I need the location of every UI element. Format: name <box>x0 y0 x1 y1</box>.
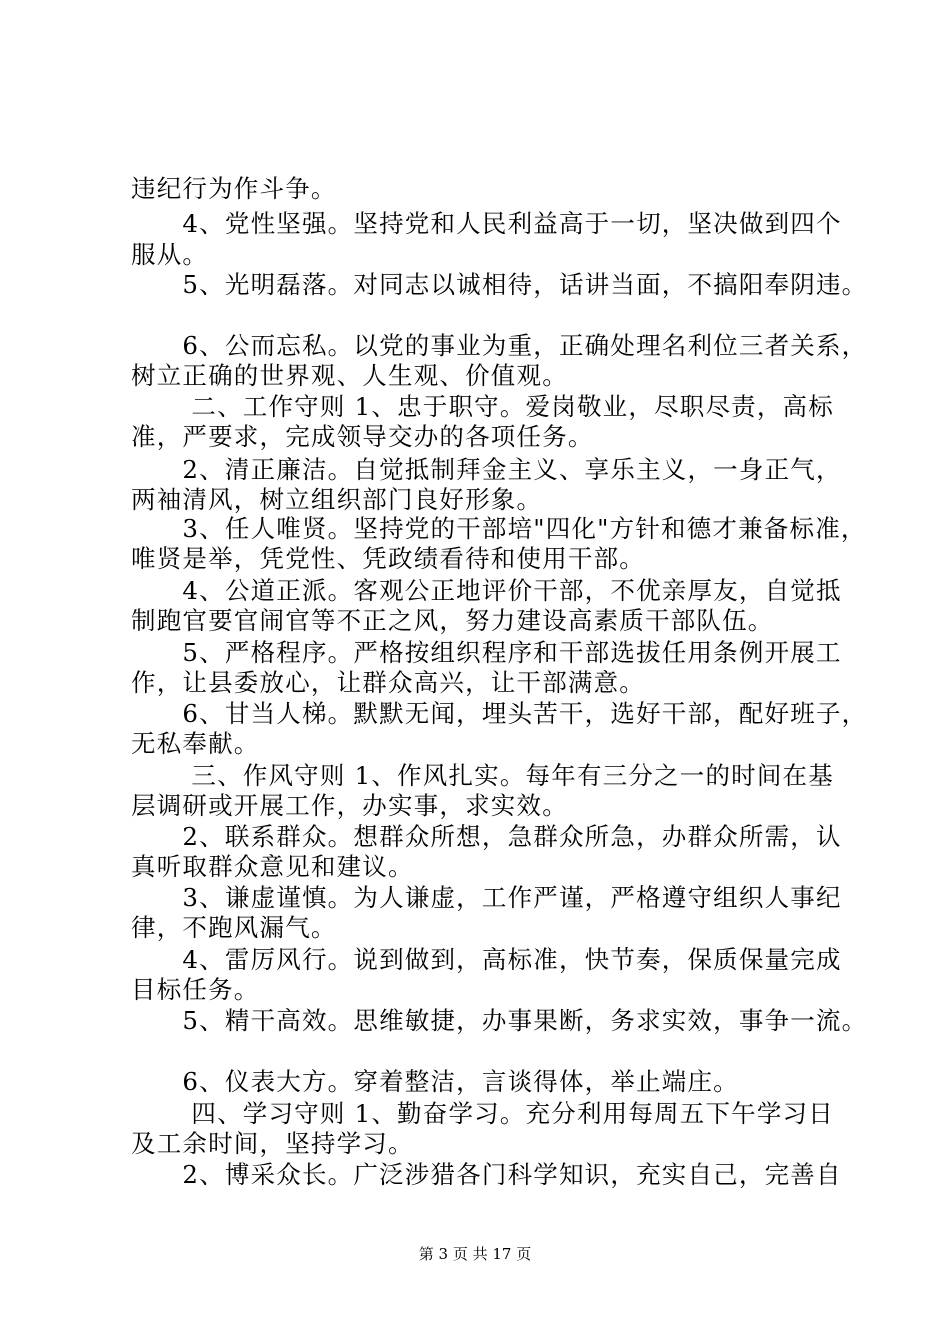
text-line: 唯贤是举，凭党性、凭政绩看待和使用干部。 <box>131 544 645 573</box>
text-line: 两袖清风，树立组织部门良好形象。 <box>131 485 543 514</box>
text-line: 3、任人唯贤。坚持党的干部培"四化"方针和德才兼备标准， <box>131 514 867 543</box>
text-line: 及工余时间，坚持学习。 <box>131 1129 414 1158</box>
text-line: 6、仪表大方。穿着整洁，言谈得体，举止端庄。 <box>131 1067 739 1096</box>
text-line: 准，严要求，完成领导交办的各项任务。 <box>131 422 594 451</box>
text-line: 5、精干高效。思维敏捷，办事果断，务求实效，事争一流。 <box>131 1006 868 1035</box>
text-line: 作，让县委放心，让群众高兴，让干部满意。 <box>131 668 645 697</box>
text-line: 目标任务。 <box>131 975 260 1004</box>
text-line: 三、作风守则 1、作风扎实。每年有三分之一的时间在基 <box>131 761 834 790</box>
page-footer: 第 3 页 共 17 页 <box>418 1245 532 1263</box>
text-line: 违纪行为作斗争。 <box>131 174 337 203</box>
text-line: 4、党性坚强。坚持党和人民利益高于一切，坚决做到四个 <box>131 209 842 238</box>
text-line: 层调研或开展工作，办实事，求实效。 <box>131 791 568 820</box>
text-line: 服从。 <box>131 240 209 269</box>
text-line: 4、雷厉风行。说到做到，高标准，快节奏，保质保量完成 <box>131 945 842 974</box>
text-line: 2、博采众长。广泛涉猎各门科学知识，充实自己，完善自 <box>131 1160 842 1189</box>
text-line: 3、谦虚谨慎。为人谦虚，工作严谨，严格遵守组织人事纪 <box>131 883 842 912</box>
text-line: 律，不跑风漏气。 <box>131 913 337 942</box>
text-line: 2、清正廉洁。自觉抵制拜金主义、享乐主义，一身正气， <box>131 455 842 484</box>
text-line: 2、联系群众。想群众所想，急群众所急，办群众所需，认 <box>131 822 842 851</box>
text-line: 6、公而忘私。以党的事业为重，正确处理名利位三者关系， <box>131 331 868 360</box>
text-line: 树立正确的世界观、人生观、价值观。 <box>131 361 568 390</box>
text-line: 4、公道正派。客观公正地评价干部，不优亲厚友，自觉抵 <box>131 576 842 605</box>
text-line: 5、严格程序。严格按组织程序和干部选拔任用条例开展工 <box>131 638 842 667</box>
text-line: 无私奉献。 <box>131 729 260 758</box>
text-line: 6、甘当人梯。默默无闻，埋头苦干，选好干部，配好班子， <box>131 699 868 728</box>
text-line: 真听取群众意见和建议。 <box>131 852 414 881</box>
text-line: 制跑官要官闹官等不正之风，努力建设高素质干部队伍。 <box>131 606 774 635</box>
text-line: 四、学习守则 1、勤奋学习。充分利用每周五下午学习日 <box>131 1099 834 1128</box>
text-line: 5、光明磊落。对同志以诚相待，话讲当面，不搞阳奉阴违。 <box>131 270 868 299</box>
text-line: 二、工作守则 1、忠于职守。爱岗敬业，尽职尽责，高标 <box>131 392 834 421</box>
